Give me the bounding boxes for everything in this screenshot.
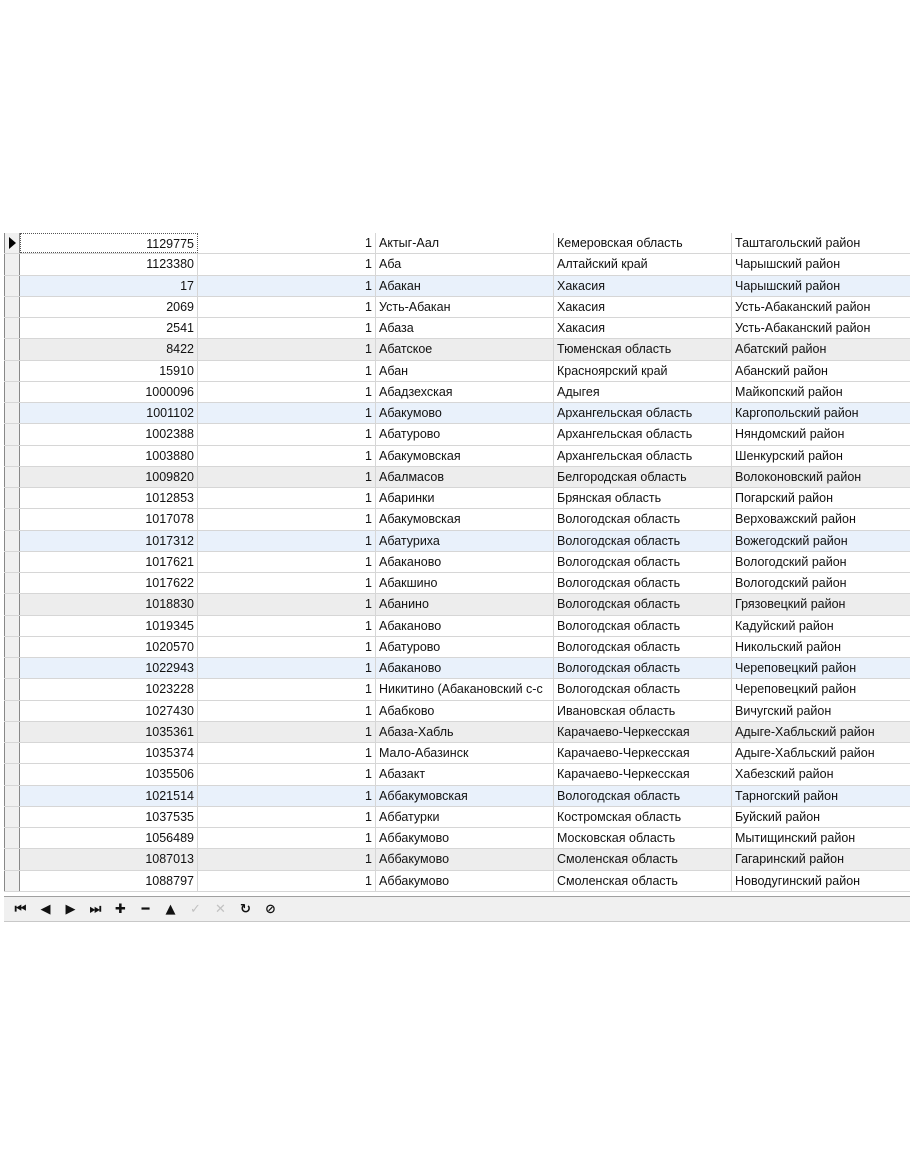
table-row[interactable] [4,382,910,403]
cell-id[interactable]: 1018830 [20,594,198,614]
cell-region[interactable]: Ивановская область [554,701,732,721]
table-row[interactable] [4,254,910,275]
cell-id[interactable]: 1022943 [20,658,198,678]
row-indicator[interactable] [4,701,20,721]
cell-count[interactable]: 1 [198,637,376,657]
cell-id[interactable]: 1035374 [20,743,198,763]
cell-district[interactable]: Абанский район [735,363,828,378]
table-row[interactable] [4,509,910,530]
filter-icon: ⊘ [265,901,276,917]
cell-region[interactable]: Вологодская область [554,679,732,699]
cell-district[interactable]: Мытищинский район [735,831,856,845]
insert-record-button[interactable] [108,898,133,920]
cell-district[interactable]: Тарногский район [735,788,839,803]
row-indicator[interactable] [4,318,20,338]
filter-button[interactable] [258,898,283,920]
cell-id[interactable]: 1017312 [20,531,198,551]
cell-region[interactable]: Архангельская область [554,446,732,466]
cell-count[interactable]: 1 [198,743,376,763]
cell-id[interactable]: 1035506 [20,764,198,784]
cell-id[interactable]: 1088797 [20,871,198,891]
cell-region[interactable]: Хакасия [554,276,732,296]
cell-settlement-name[interactable]: Абакумово [376,403,554,423]
cell-settlement-name[interactable]: Абаканово [376,658,554,678]
row-indicator[interactable] [4,403,20,423]
cell-count[interactable]: 1 [198,276,376,296]
table-row[interactable] [4,573,910,594]
row-indicator[interactable] [4,722,20,742]
cell-settlement-name[interactable]: Усть-Абакан [376,297,554,317]
cell-region[interactable]: Вологодская область [554,637,732,657]
cell-settlement-name[interactable]: Абалмасов [376,467,554,487]
cell-district[interactable]: Вологодский район [735,576,847,590]
cell-id[interactable]: 1017622 [20,573,198,593]
cell-region[interactable]: Вологодская область [554,658,732,678]
first-icon: ⏮ [14,901,27,917]
last-icon: ⏭ [89,901,102,917]
cell-count[interactable]: 1 [198,254,376,274]
table-row[interactable] [4,424,910,445]
post-edit-button[interactable] [183,898,208,920]
cell-count[interactable]: 1 [198,488,376,508]
cell-id[interactable]: 1019345 [20,616,198,636]
cell-count[interactable]: 1 [198,828,376,848]
table-row[interactable] [4,722,910,743]
cell-district[interactable]: Чарышский район [735,278,841,293]
row-indicator[interactable] [4,786,20,806]
cell-district[interactable]: Абатский район [735,342,827,357]
cell-count[interactable]: 1 [198,382,376,402]
cell-district[interactable]: Погарский район [735,491,834,505]
cell-count[interactable]: 1 [198,339,376,359]
cell-region[interactable]: Алтайский край [554,254,732,274]
cell-id[interactable]: 1129775 [20,233,198,253]
cell-region[interactable]: Красноярский край [554,361,732,381]
cell-settlement-name[interactable]: Абатурово [376,637,554,657]
cell-settlement-name[interactable]: Абатуриха [376,531,554,551]
table-row[interactable] [4,467,910,488]
cell-region[interactable]: Костромская область [554,807,732,827]
cell-settlement-name[interactable]: Абаза-Хабль [376,722,554,742]
refresh-icon: ↻ [240,901,251,917]
plus-icon: ✚ [115,901,126,917]
row-indicator[interactable] [4,254,20,274]
cell-region[interactable]: Белгородская область [554,467,732,487]
row-indicator[interactable] [4,658,20,678]
cell-region[interactable]: Карачаево-Черкесская [554,722,732,742]
data-grid[interactable] [4,233,910,892]
cell-count[interactable]: 1 [198,424,376,444]
cell-id[interactable]: 1012853 [20,488,198,508]
cell-id[interactable]: 1123380 [20,254,198,274]
cell-district[interactable]: Усть-Абаканский район [735,321,871,335]
cell-settlement-name[interactable]: Абакшино [376,573,554,593]
row-indicator[interactable] [4,743,20,763]
cell-district[interactable]: Адыге-Хабльский район [735,746,875,760]
cell-district[interactable]: Вожегодский район [735,533,848,548]
cell-id[interactable]: 1002388 [20,424,198,444]
cell-id[interactable]: 15910 [20,361,198,381]
cell-count[interactable]: 1 [198,233,376,253]
cell-count[interactable]: 1 [198,658,376,678]
cell-id[interactable]: 1009820 [20,467,198,487]
table-row[interactable] [4,616,910,637]
cell-count[interactable]: 1 [198,467,376,487]
cell-count[interactable]: 1 [198,446,376,466]
table-row[interactable] [4,552,910,573]
prior-record-button[interactable] [33,898,58,920]
table-row[interactable] [4,488,910,509]
table-row[interactable] [4,531,910,552]
cell-district[interactable]: Майкопский район [735,384,843,399]
row-indicator[interactable] [4,573,20,593]
row-indicator[interactable] [4,807,20,827]
cell-district[interactable]: Кадуйский район [735,618,834,633]
cell-id[interactable]: 17 [20,276,198,296]
cell-settlement-name[interactable]: Абаканово [376,552,554,572]
cell-region[interactable]: Хакасия [554,318,732,338]
cell-region[interactable]: Архангельская область [554,424,732,444]
row-indicator[interactable] [4,594,20,614]
cell-settlement-name[interactable]: Абакумовская [376,509,554,529]
cell-settlement-name[interactable]: Абан [376,361,554,381]
row-indicator[interactable] [4,637,20,657]
cell-region[interactable]: Вологодская область [554,509,732,529]
cell-settlement-name[interactable]: Абазакт [376,764,554,784]
cell-count[interactable]: 1 [198,318,376,338]
cell-settlement-name[interactable]: Аббакумово [376,849,554,869]
cell-region[interactable]: Адыгея [554,382,732,402]
cell-region[interactable]: Вологодская область [554,594,732,614]
cell-district[interactable]: Гагаринский район [735,852,844,867]
cell-region[interactable]: Смоленская область [554,871,732,891]
cell-count[interactable]: 1 [198,509,376,529]
cell-settlement-name[interactable]: Абабково [376,701,554,721]
cell-district[interactable]: Никольский район [735,639,841,654]
cell-settlement-name[interactable]: Аба [376,254,554,274]
cell-district[interactable]: Адыге-Хабльский район [735,724,875,739]
table-row[interactable] [4,807,910,828]
cell-region[interactable]: Карачаево-Черкесская [554,764,732,784]
table-row[interactable] [4,297,910,318]
row-indicator[interactable] [4,849,20,869]
cell-region[interactable]: Карачаево-Черкесская [554,743,732,763]
row-indicator[interactable] [4,297,20,317]
row-indicator[interactable] [4,339,20,359]
cell-settlement-name[interactable]: Абаза [376,318,554,338]
cancel-icon: ✕ [215,901,226,917]
cell-region[interactable]: Архангельская область [554,403,732,423]
cell-district[interactable]: Хабезский район [735,767,834,782]
table-row[interactable] [4,871,910,892]
minus-icon: ━ [141,901,150,917]
cell-count[interactable]: 1 [198,722,376,742]
cell-id[interactable]: 1000096 [20,382,198,402]
cell-region[interactable]: Вологодская область [554,552,732,572]
cell-id[interactable]: 1020570 [20,637,198,657]
cell-count[interactable]: 1 [198,616,376,636]
cell-district[interactable]: Каргопольский район [735,406,859,420]
checkmark-icon: ✓ [190,901,201,917]
cell-id[interactable]: 1037535 [20,807,198,827]
table-row[interactable] [4,361,910,382]
edit-record-button[interactable] [158,898,183,920]
cell-region[interactable]: Брянская область [554,488,732,508]
table-row[interactable] [4,701,910,722]
row-indicator[interactable] [4,233,20,253]
table-row[interactable] [4,679,910,700]
cell-count[interactable]: 1 [198,807,376,827]
table-row[interactable] [4,637,910,658]
table-row[interactable] [4,446,910,467]
cell-id[interactable]: 1003880 [20,446,198,466]
row-indicator[interactable] [4,679,20,699]
row-indicator[interactable] [4,467,20,487]
cell-district[interactable]: Вологодский район [735,554,847,569]
row-indicator[interactable] [4,382,20,402]
cell-region[interactable]: Смоленская область [554,849,732,869]
cell-settlement-name[interactable]: Аббакумово [376,828,554,848]
table-row[interactable] [4,849,910,870]
cell-district[interactable]: Новодугинский район [735,873,861,888]
cell-count[interactable]: 1 [198,552,376,572]
cell-district[interactable]: Няндомский район [735,427,845,442]
cell-id[interactable]: 1056489 [20,828,198,848]
refresh-button[interactable] [233,898,258,920]
row-indicator[interactable] [4,509,20,529]
cell-district[interactable]: Усть-Абаканский район [735,299,871,314]
cell-district[interactable]: Череповецкий район [735,661,857,675]
table-row[interactable] [4,403,910,424]
cell-region[interactable]: Хакасия [554,297,732,317]
cell-id[interactable]: 1023228 [20,679,198,699]
row-indicator[interactable] [4,764,20,784]
cell-id[interactable]: 1021514 [20,786,198,806]
cell-settlement-name[interactable]: Мало-Абазинск [376,743,554,763]
cell-region[interactable]: Тюменская область [554,339,732,359]
cell-settlement-name[interactable]: Абакумовская [376,446,554,466]
cell-district[interactable]: Верховажский район [735,512,856,527]
cell-id[interactable]: 8422 [20,339,198,359]
cell-settlement-name[interactable]: Никитино (Абакановский с-с [376,679,554,699]
cell-count[interactable]: 1 [198,786,376,806]
next-record-button[interactable] [58,898,83,920]
cell-region[interactable]: Московская область [554,828,732,848]
cell-district[interactable]: Вичугский район [735,703,832,718]
row-indicator[interactable] [4,361,20,381]
cell-district[interactable]: Грязовецкий район [735,597,846,612]
cell-region[interactable]: Вологодская область [554,573,732,593]
edit-icon: ▲ [165,901,176,917]
cell-settlement-name[interactable]: Абаринки [376,488,554,508]
cell-count[interactable]: 1 [198,573,376,593]
cell-region[interactable]: Кемеровская область [554,233,732,253]
table-row[interactable] [4,233,910,254]
db-navigator-toolbar [4,896,910,922]
cell-count[interactable]: 1 [198,679,376,699]
row-indicator[interactable] [4,828,20,848]
last-record-button[interactable] [83,898,108,920]
cell-region[interactable]: Вологодская область [554,531,732,551]
cell-id[interactable]: 1087013 [20,849,198,869]
cell-district[interactable]: Шенкурский район [735,448,843,463]
cell-count[interactable]: 1 [198,764,376,784]
cell-settlement-name[interactable]: Аббакумовская [376,786,554,806]
row-indicator[interactable] [4,488,20,508]
cell-count[interactable]: 1 [198,594,376,614]
cancel-edit-button[interactable] [208,898,233,920]
cell-district[interactable]: Череповецкий район [735,682,857,697]
prior-icon: ◀ [40,901,51,917]
cell-settlement-name[interactable]: Абатское [376,339,554,359]
cell-district[interactable]: Таштагольский район [735,236,861,250]
row-indicator[interactable] [4,871,20,891]
first-record-button[interactable] [8,898,33,920]
row-indicator[interactable] [4,276,20,296]
cell-district[interactable]: Буйский район [735,809,821,824]
cell-id[interactable]: 2541 [20,318,198,338]
table-row[interactable] [4,318,910,339]
cell-count[interactable]: 1 [198,361,376,381]
table-row[interactable] [4,764,910,785]
cell-id[interactable]: 1035361 [20,722,198,742]
row-indicator[interactable] [4,616,20,636]
cell-region[interactable]: Вологодская область [554,786,732,806]
cell-count[interactable]: 1 [198,849,376,869]
cell-region[interactable]: Вологодская область [554,616,732,636]
table-row[interactable] [4,658,910,679]
cell-id[interactable]: 1017621 [20,552,198,572]
next-icon: ▶ [65,901,76,917]
delete-record-button[interactable] [133,898,158,920]
table-row[interactable] [4,743,910,764]
cell-district[interactable]: Чарышский район [735,257,841,272]
current-row-arrow-icon [9,237,16,249]
cell-settlement-name[interactable]: Актыг-Аал [376,233,554,253]
cell-settlement-name[interactable]: Абадзехская [376,382,554,402]
table-row[interactable] [4,594,910,615]
cell-id[interactable]: 1001102 [20,403,198,423]
cell-count[interactable]: 1 [198,403,376,423]
cell-settlement-name[interactable]: Абакан [376,276,554,296]
row-indicator[interactable] [4,531,20,551]
table-row[interactable] [4,276,910,297]
cell-district[interactable]: Волоконовский район [735,469,862,484]
cell-id[interactable]: 1027430 [20,701,198,721]
cell-settlement-name[interactable]: Абанино [376,594,554,614]
row-indicator[interactable] [4,446,20,466]
table-row[interactable] [4,828,910,849]
cell-count[interactable]: 1 [198,531,376,551]
cell-id[interactable]: 2069 [20,297,198,317]
cell-settlement-name[interactable]: Аббатурки [376,807,554,827]
row-indicator[interactable] [4,552,20,572]
cell-settlement-name[interactable]: Абаканово [376,616,554,636]
table-row[interactable] [4,339,910,360]
cell-count[interactable]: 1 [198,871,376,891]
row-indicator[interactable] [4,424,20,444]
cell-count[interactable]: 1 [198,701,376,721]
table-row[interactable] [4,786,910,807]
cell-count[interactable]: 1 [198,297,376,317]
cell-settlement-name[interactable]: Аббакумово [376,871,554,891]
cell-settlement-name[interactable]: Абатурово [376,424,554,444]
cell-id[interactable]: 1017078 [20,509,198,529]
